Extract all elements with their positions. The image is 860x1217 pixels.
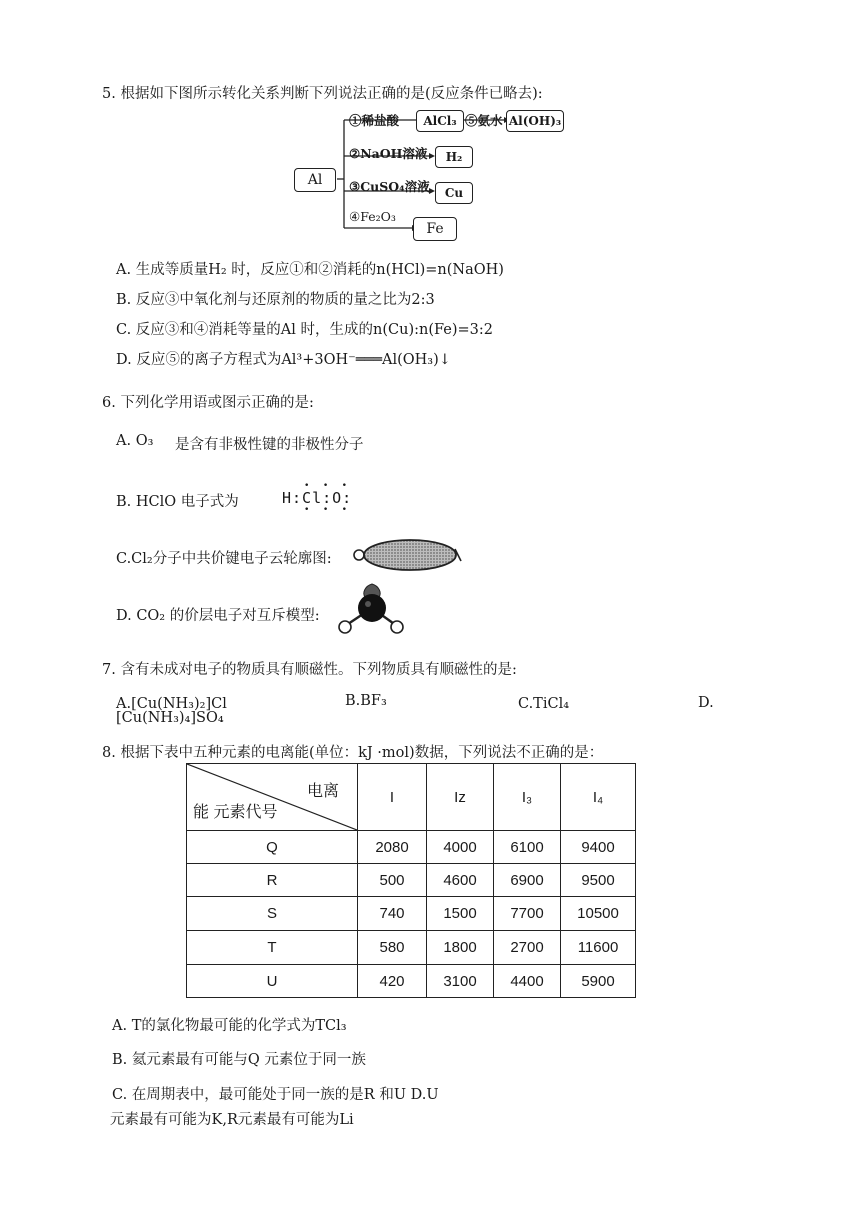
value-cell: 10500 [561, 897, 636, 931]
branch-label-5: ⑤氨水 [465, 113, 503, 128]
q7-option-b: B.BF₃ [345, 693, 387, 709]
value-cell: 1800 [427, 931, 494, 965]
q6-option-a-formula: A. O₃ [116, 433, 154, 449]
product-h2: H₂ [435, 146, 473, 168]
value-cell: 9500 [561, 864, 636, 897]
element-cell: R [187, 864, 358, 897]
value-cell: 2080 [358, 831, 427, 864]
value-cell: 420 [358, 965, 427, 998]
branch-label-3: ③CuSO₄溶液 [349, 179, 430, 194]
value-cell: 11600 [561, 931, 636, 965]
col-header-i3: I₃ [494, 764, 561, 831]
value-cell: 4600 [427, 864, 494, 897]
ionization-energy-table [186, 763, 636, 998]
electron-cloud-image [352, 537, 464, 573]
col-header-i1: I [358, 764, 427, 831]
value-cell: 4000 [427, 831, 494, 864]
header-corner-cell [187, 764, 358, 831]
q6-option-d-text: D. CO₂ 的价层电子对互斥模型: [116, 608, 320, 624]
diagram-node-al: Al [294, 168, 336, 192]
q8-option-a: A. T的氯化物最可能的化学式为TCl₃ [112, 1018, 347, 1034]
table-row [187, 965, 636, 998]
branch-label-4: ④Fe₂O₃ [349, 209, 396, 224]
element-cell: Q [187, 831, 358, 864]
element-cell: U [187, 965, 358, 998]
q7-option-a: A.[Cu(NH₃)₂]Cl [116, 696, 227, 712]
value-cell: 740 [358, 897, 427, 931]
q5-option-c: C. 反应③和④消耗等量的Al 时，生成的n(Cu):n(Fe)=3:2 [116, 322, 493, 338]
col-header-i2: Iz [427, 764, 494, 831]
branch-label-2: ②NaOH溶液 [349, 146, 428, 161]
q5-option-a: A. 生成等质量H₂ 时，反应①和②消耗的n(HCl)=n(NaOH) [116, 262, 504, 278]
q8-stem: 8. 根据下表中五种元素的电离能(单位：kJ ·mol)数据，下列说法不正确的是： [102, 745, 604, 761]
q8-option-c: C. 在周期表中，最可能处于同一族的是R 和U D.U [112, 1087, 439, 1103]
product-fe: Fe [413, 217, 457, 241]
q6-option-c-text: C.Cl₂分子中共价键电子云轮廓图: [116, 551, 332, 567]
header-bottom-label: 能 元素代号 [193, 804, 278, 821]
hclo-electron-formula: • • • H:Cl:O: • • • [282, 481, 353, 515]
branch-label-1: ①稀盐酸 [349, 113, 400, 128]
q7-option-c: C.TiCl₄ [518, 696, 570, 712]
q8-option-c-cont: 元素最有可能为K,R元素最有可能为Li [110, 1112, 354, 1128]
value-cell: 7700 [494, 897, 561, 931]
q5-option-d: D. 反应⑤的离子方程式为Al³+3OH⁻═══Al(OH₃)↓ [116, 352, 451, 368]
q7-option-d: D. [698, 695, 714, 711]
vsepr-model-image [332, 580, 414, 642]
value-cell: 6900 [494, 864, 561, 897]
element-cell: T [187, 931, 358, 965]
table-row [187, 831, 636, 864]
q7-stem: 7. 含有未成对电子的物质具有顺磁性。下列物质具有顺磁性的是: [102, 662, 517, 678]
element-cell: S [187, 897, 358, 931]
product-cu: Cu [435, 182, 473, 204]
header-top-label: 电离 [306, 783, 339, 800]
value-cell: 500 [358, 864, 427, 897]
value-cell: 2700 [494, 931, 561, 965]
q6-option-b-text: B. HClO 电子式为 [116, 494, 239, 510]
value-cell: 5900 [561, 965, 636, 998]
value-cell: 3100 [427, 965, 494, 998]
product-aloh3: Al(OH)₃ [506, 110, 564, 132]
product-alcl3: AlCl₃ [416, 110, 464, 132]
value-cell: 580 [358, 931, 427, 965]
table-row [187, 864, 636, 897]
table-header-row [187, 764, 636, 831]
q5-stem: 5. 根据如下图所示转化关系判断下列说法正确的是(反应条件已略去): [102, 86, 543, 102]
q6-option-a-text: 是含有非极性键的非极性分子 [175, 437, 364, 453]
table-row [187, 897, 636, 931]
value-cell: 6100 [494, 831, 561, 864]
q7-option-d-cont: [Cu(NH₃)₄]SO₄ [116, 710, 224, 726]
table-row [187, 931, 636, 965]
col-header-i4: I₄ [561, 764, 636, 831]
value-cell: 4400 [494, 965, 561, 998]
q5-option-b: B. 反应③中氧化剂与还原剂的物质的量之比为2:3 [116, 292, 435, 308]
q8-option-b: B. 氦元素最有可能与Q 元素位于同一族 [112, 1052, 366, 1068]
q6-stem: 6. 下列化学用语或图示正确的是: [102, 395, 314, 411]
value-cell: 9400 [561, 831, 636, 864]
value-cell: 1500 [427, 897, 494, 931]
